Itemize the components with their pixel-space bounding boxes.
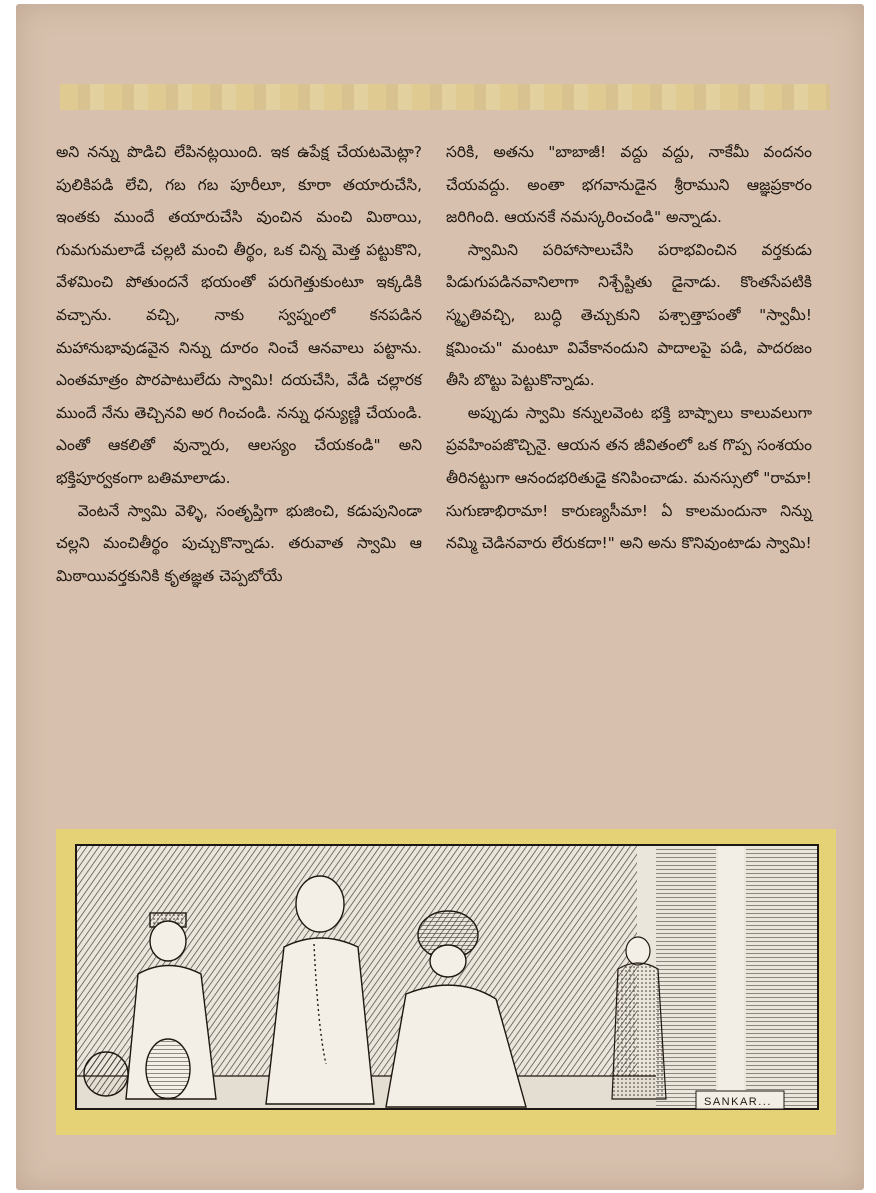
right-paragraph-2: స్వామిని పరిహాసాలుచేసి పరాభవించిన వర్తకుడు పిడుగుపడినవానిలాగా నిశ్చేష్టితు డైనాడు. కొంతసేపటికి స్మృతివచ్చి, బుద్ధి తెచ్చుకుని పశ్చాత్తాపంతో "స్వామీ! క్షమించు" మంటూ వివేకానందుని పాదాలపై పడి, పాదరజం తీసి బొట్టు పెట్టుకొన్నాడు. xyxy=(446,240,812,390)
left-paragraph-2: వెంటనే స్వామి వెళ్ళి, సంతృప్తిగా భుజించి, కడుపునిండా చల్లని మంచితీర్థం పుచ్చుకొన్నాడు. తరువాత స్వామి ఆ మిఠాయివర్తకునికి కృతజ్ఞత చెప్పబోయే xyxy=(56,501,422,585)
right-text-column xyxy=(446,136,812,560)
magazine-page xyxy=(16,4,864,1190)
artist-signature: SANKAR... xyxy=(704,1096,772,1108)
right-paragraph-1: సరికి, అతను "బాబాజీ! వద్దు వద్దు, నాకేమీ వందనం చేయవద్దు. అంతా భగవానుడైన శ్రీరాముని ఆజ్ఞప్రకారం జరిగింది. ఆయనకే నమస్కరించండి" అన్నాడు. xyxy=(446,143,812,227)
left-paragraph-1: అని నన్ను పొడిచి లేపినట్లయింది. ఇక ఉపేక్ష చేయటమెట్లా? పులికిపడి లేచి, గబ గబ పూరీలూ, కూరా తయారుచేసి, ఇంతకు ముందే తయారుచేసి వుంచిన మంచి మిఠాయి, గుమగుమలాడే చల్లటి మంచి తీర్థం, ఒక చిన్న మెత్త పట్టుకొని, వేళమించి పోతుందనే భయంతో పరుగెత్తుకుంటూ ఇక్కడికి వచ్చాను. వచ్చి, నాకు స్వప్నంలో కనపడిన మహానుభావుడవైన నిన్ను దూరం నించే ఆనవాలు పట్టాను. ఎంతమాత్రం పొరపాటులేదు స్వామి! దయచేసి, వేడి చల్లారక ముందే నేను తెచ్చినవి అర గించండి. నన్ను ధన్యుణ్ణి చేయండి. ఎంతో ఆకలితో వున్నారు, ఆలస్యం చేయకండి" అని భక్తిపూర్వకంగా బతిమాలాడు. xyxy=(56,143,422,487)
decorative-top-band xyxy=(60,84,830,110)
right-paragraph-3: అప్పుడు స్వామి కన్నులవెంట భక్తి బాష్పాలు కాలువలుగా ప్రవహింపజొచ్చినై. ఆయన తన జీవితంలో ఒక గొప్ప సంశయం తీరినట్టుగా ఆనందభరితుడై కనిపించాడు. మనస్సులో "రామా! సుగుణాభిరామా! కారుణ్యసీమా! ఏ కాలమందునా నిన్ను నమ్మి చెడినవారు లేరుకదా!" అని అను కొనివుంటాడు స్వామి! xyxy=(446,403,812,553)
left-text-column xyxy=(56,136,422,592)
story-illustration xyxy=(56,829,836,1135)
illustration-drawing xyxy=(56,829,836,1135)
